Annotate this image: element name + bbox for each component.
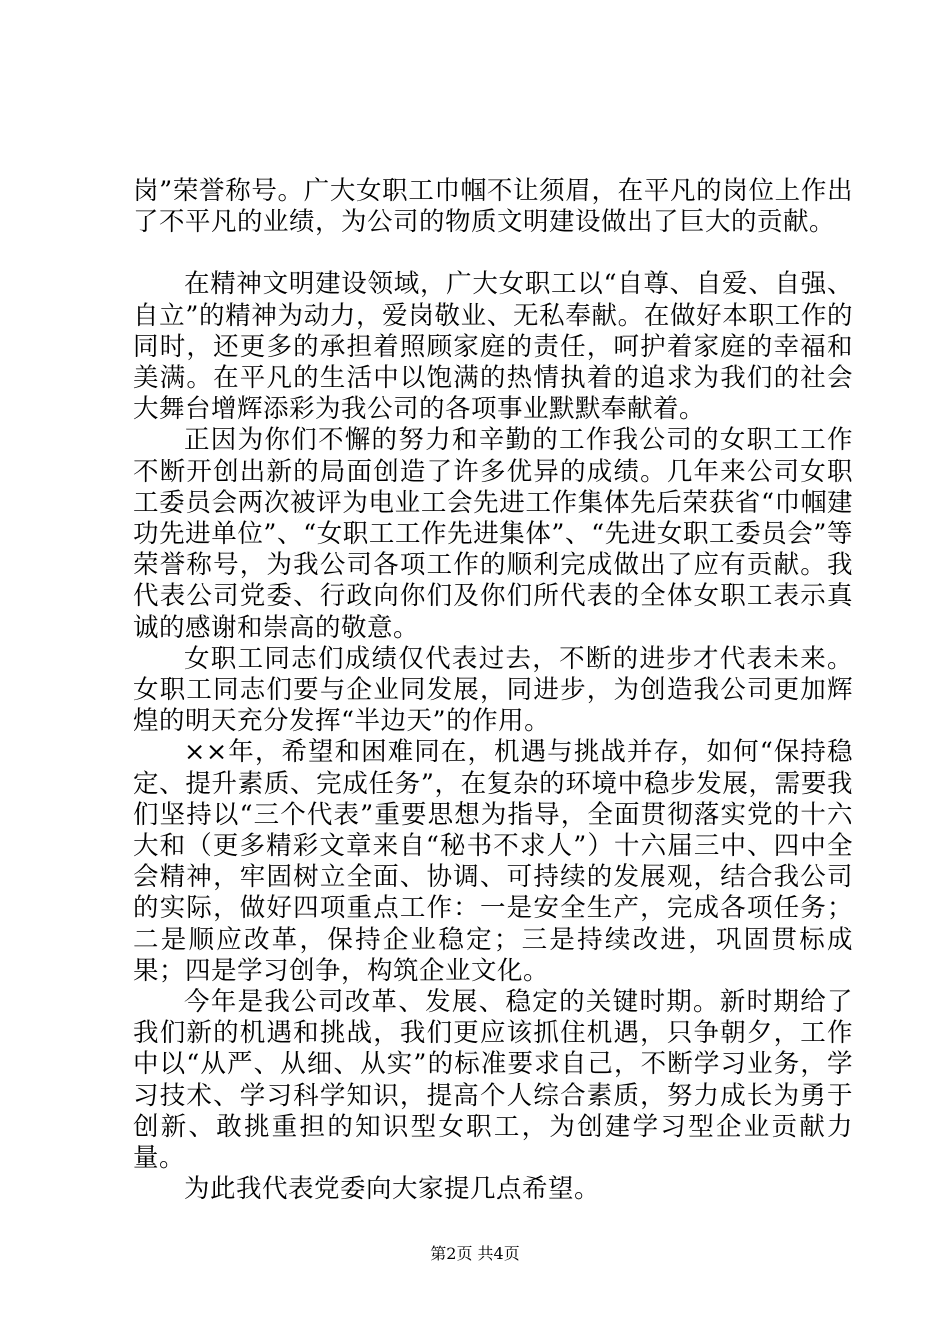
paragraph-spiritual-civilization: 在精神文明建设领域，广大女职工以“自尊、自爱、自强、自立”的精神为动力，爱岗敬业、无私奉献。在做好本职工作的同时，还更多的承担着照顾家庭的责任，呵护着家庭的幸福和美满。在平凡的生活中以饱满的热情执着的追求为我们的社会大舞台增辉添彩为我公司的各项事业默默奉献着。	[133, 269, 853, 425]
document-body	[133, 176, 853, 1206]
paragraph-achievements: 正因为你们不懈的努力和辛勤的工作我公司的女职工工作不断开创出新的局面创造了许多优异的成绩。几年来公司女职工委员会两次被评为电业工会先进工作集体先后荣获省“巾帼建功先进单位”、“女职工工作先进集体”、“先进女职工委员会”等荣誉称号，为我公司各项工作的顺利完成做出了应有贡献。我代表公司党委、行政向你们及你们所代表的全体女职工表示真诚的感谢和崇高的敬意。	[133, 425, 853, 643]
page-number-footer: 第2页 共4页	[430, 1244, 520, 1263]
paragraph-past-and-future: 女职工同志们成绩仅代表过去，不断的进步才代表未来。女职工同志们要与企业同发展，同进步，为创造我公司更加辉煌的明天充分发挥“半边天”的作用。	[133, 643, 853, 737]
paragraph-gap	[133, 238, 853, 269]
paragraph-hopes: 为此我代表党委向大家提几点希望。	[184, 1174, 601, 1205]
paragraph-key-tasks: ××年，希望和困难同在，机遇与挑战并存，如何“保持稳定、提升素质、完成任务”，在复杂的环境中稳步发展，需要我们坚持以“三个代表”重要思想为指导，全面贯彻落实党的十六大和（更多精彩文章来自“秘书不求人”）十六届三中、四中全会精神，牢固树立全面、协调、可持续的发展观，结合我公司的实际，做好四项重点工作：一是安全生产，完成各项任务；二是顺应改革，保持企业稳定；三是持续改进，巩固贯标成果；四是学习创争，构筑企业文化。	[133, 737, 853, 986]
paragraph-this-year: 今年是我公司改革、发展、稳定的关键时期。新时期给了我们新的机遇和挑战，我们更应该抓住机遇，只争朝夕，工作中以“从严、从细、从实”的标准要求自己，不断学习业务，学习技术、学习科学知识，提高个人综合素质，努力成长为勇于创新、敢挑重担的知识型女职工，为创建学习型企业贡献力量。	[133, 987, 853, 1174]
paragraph-continued: 岗”荣誉称号。广大女职工巾帼不让须眉，在平凡的岗位上作出了不平凡的业绩，为公司的物质文明建设做出了巨大的贡献。	[133, 176, 853, 238]
